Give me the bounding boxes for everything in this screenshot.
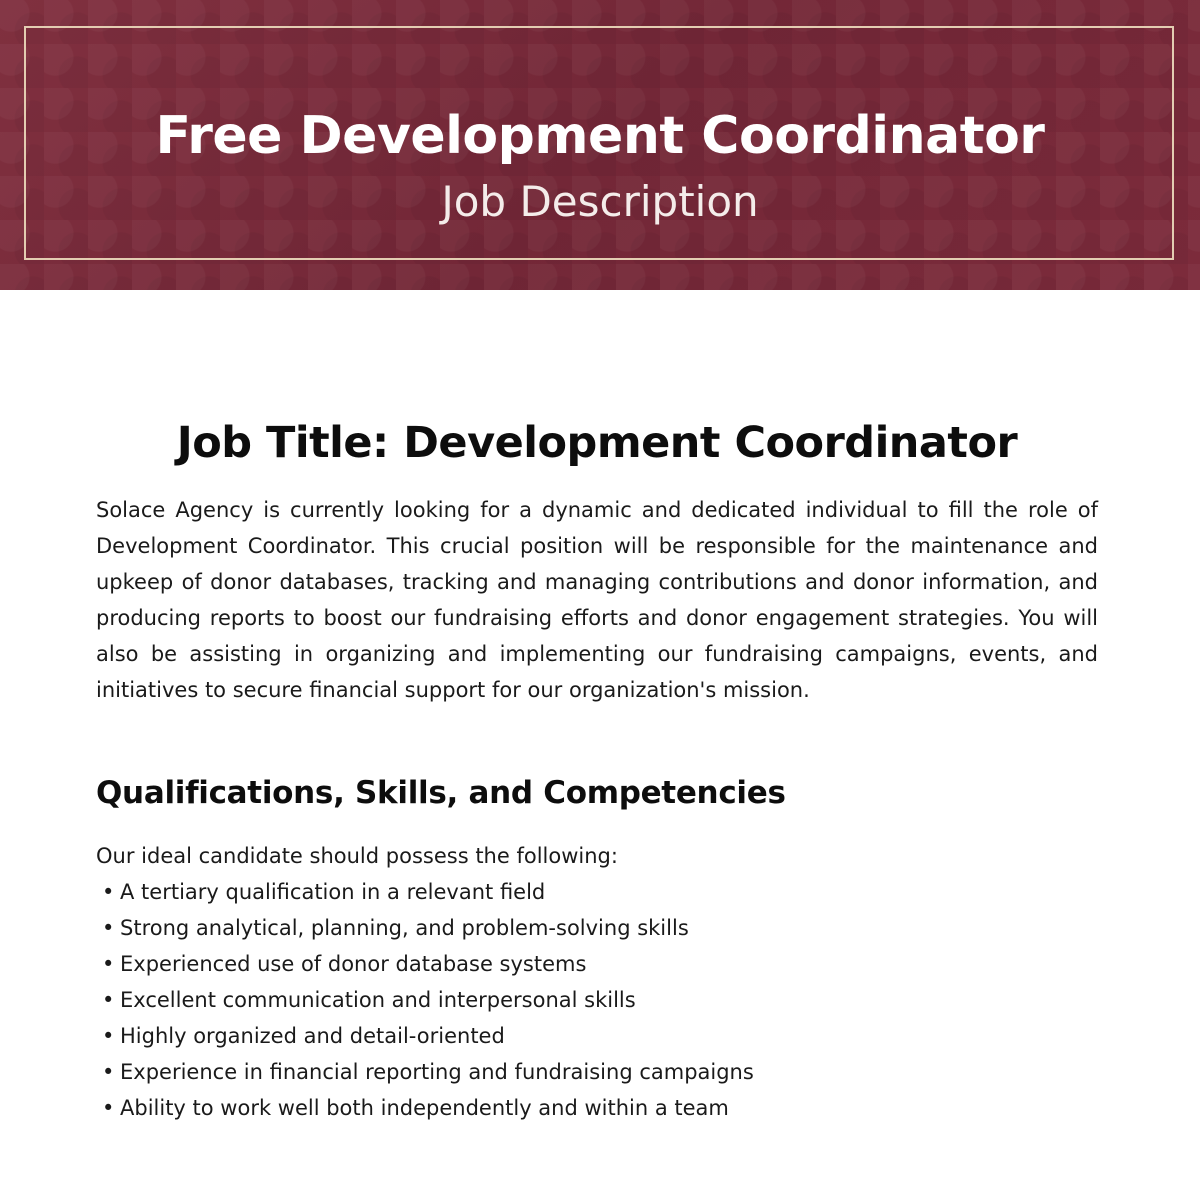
bullet-icon: • (102, 952, 115, 976)
list-item (96, 1090, 1098, 1126)
bullet-icon: • (102, 1096, 115, 1120)
list-item (96, 910, 1098, 946)
list-item-text: Excellent communication and interpersonal skills (120, 988, 636, 1012)
qualifications-list (96, 874, 1098, 1126)
list-item (96, 874, 1098, 910)
list-item (96, 1018, 1098, 1054)
list-item (96, 982, 1098, 1018)
list-item-text: A tertiary qualification in a relevant field (120, 880, 546, 904)
job-title-heading: Job Title: Development Coordinator (176, 418, 1018, 468)
list-item-text: Ability to work well both independently and within a team (120, 1096, 729, 1120)
job-intro-paragraph: Solace Agency is currently looking for a dynamic and dedicated individual to fill the role of Development Coordinator. This crucial position will be responsible for the maintenance and upkeep of donor databases, tracking and managing contributions and donor information, and producing reports to boost our fundraising efforts and donor engagement strategies. You will also be assisting in organizing and implementing our fundraising campaigns, events, and initiatives to secure financial support for our organization's mission. (96, 498, 1098, 702)
list-item-text: Highly organized and detail-oriented (120, 1024, 505, 1048)
list-item-text: Experienced use of donor database systems (120, 952, 587, 976)
bullet-icon: • (102, 880, 115, 904)
document-title: Free Development Coordinator (155, 106, 1045, 166)
bullet-icon: • (102, 1024, 115, 1048)
list-item (96, 1054, 1098, 1090)
bullet-icon: • (102, 1060, 115, 1084)
bullet-icon: • (102, 988, 115, 1012)
list-item-text: Strong analytical, planning, and problem-solving skills (120, 916, 689, 940)
qualifications-heading: Qualifications, Skills, and Competencies (96, 775, 786, 811)
qualifications-lead: Our ideal candidate should possess the following: (96, 844, 618, 868)
list-item (96, 946, 1098, 982)
document-body (96, 410, 1098, 1126)
document-subtitle: Job Description (441, 177, 759, 226)
list-item-text: Experience in financial reporting and fundraising campaigns (120, 1060, 754, 1084)
bullet-icon: • (102, 916, 115, 940)
header-banner (0, 0, 1200, 290)
